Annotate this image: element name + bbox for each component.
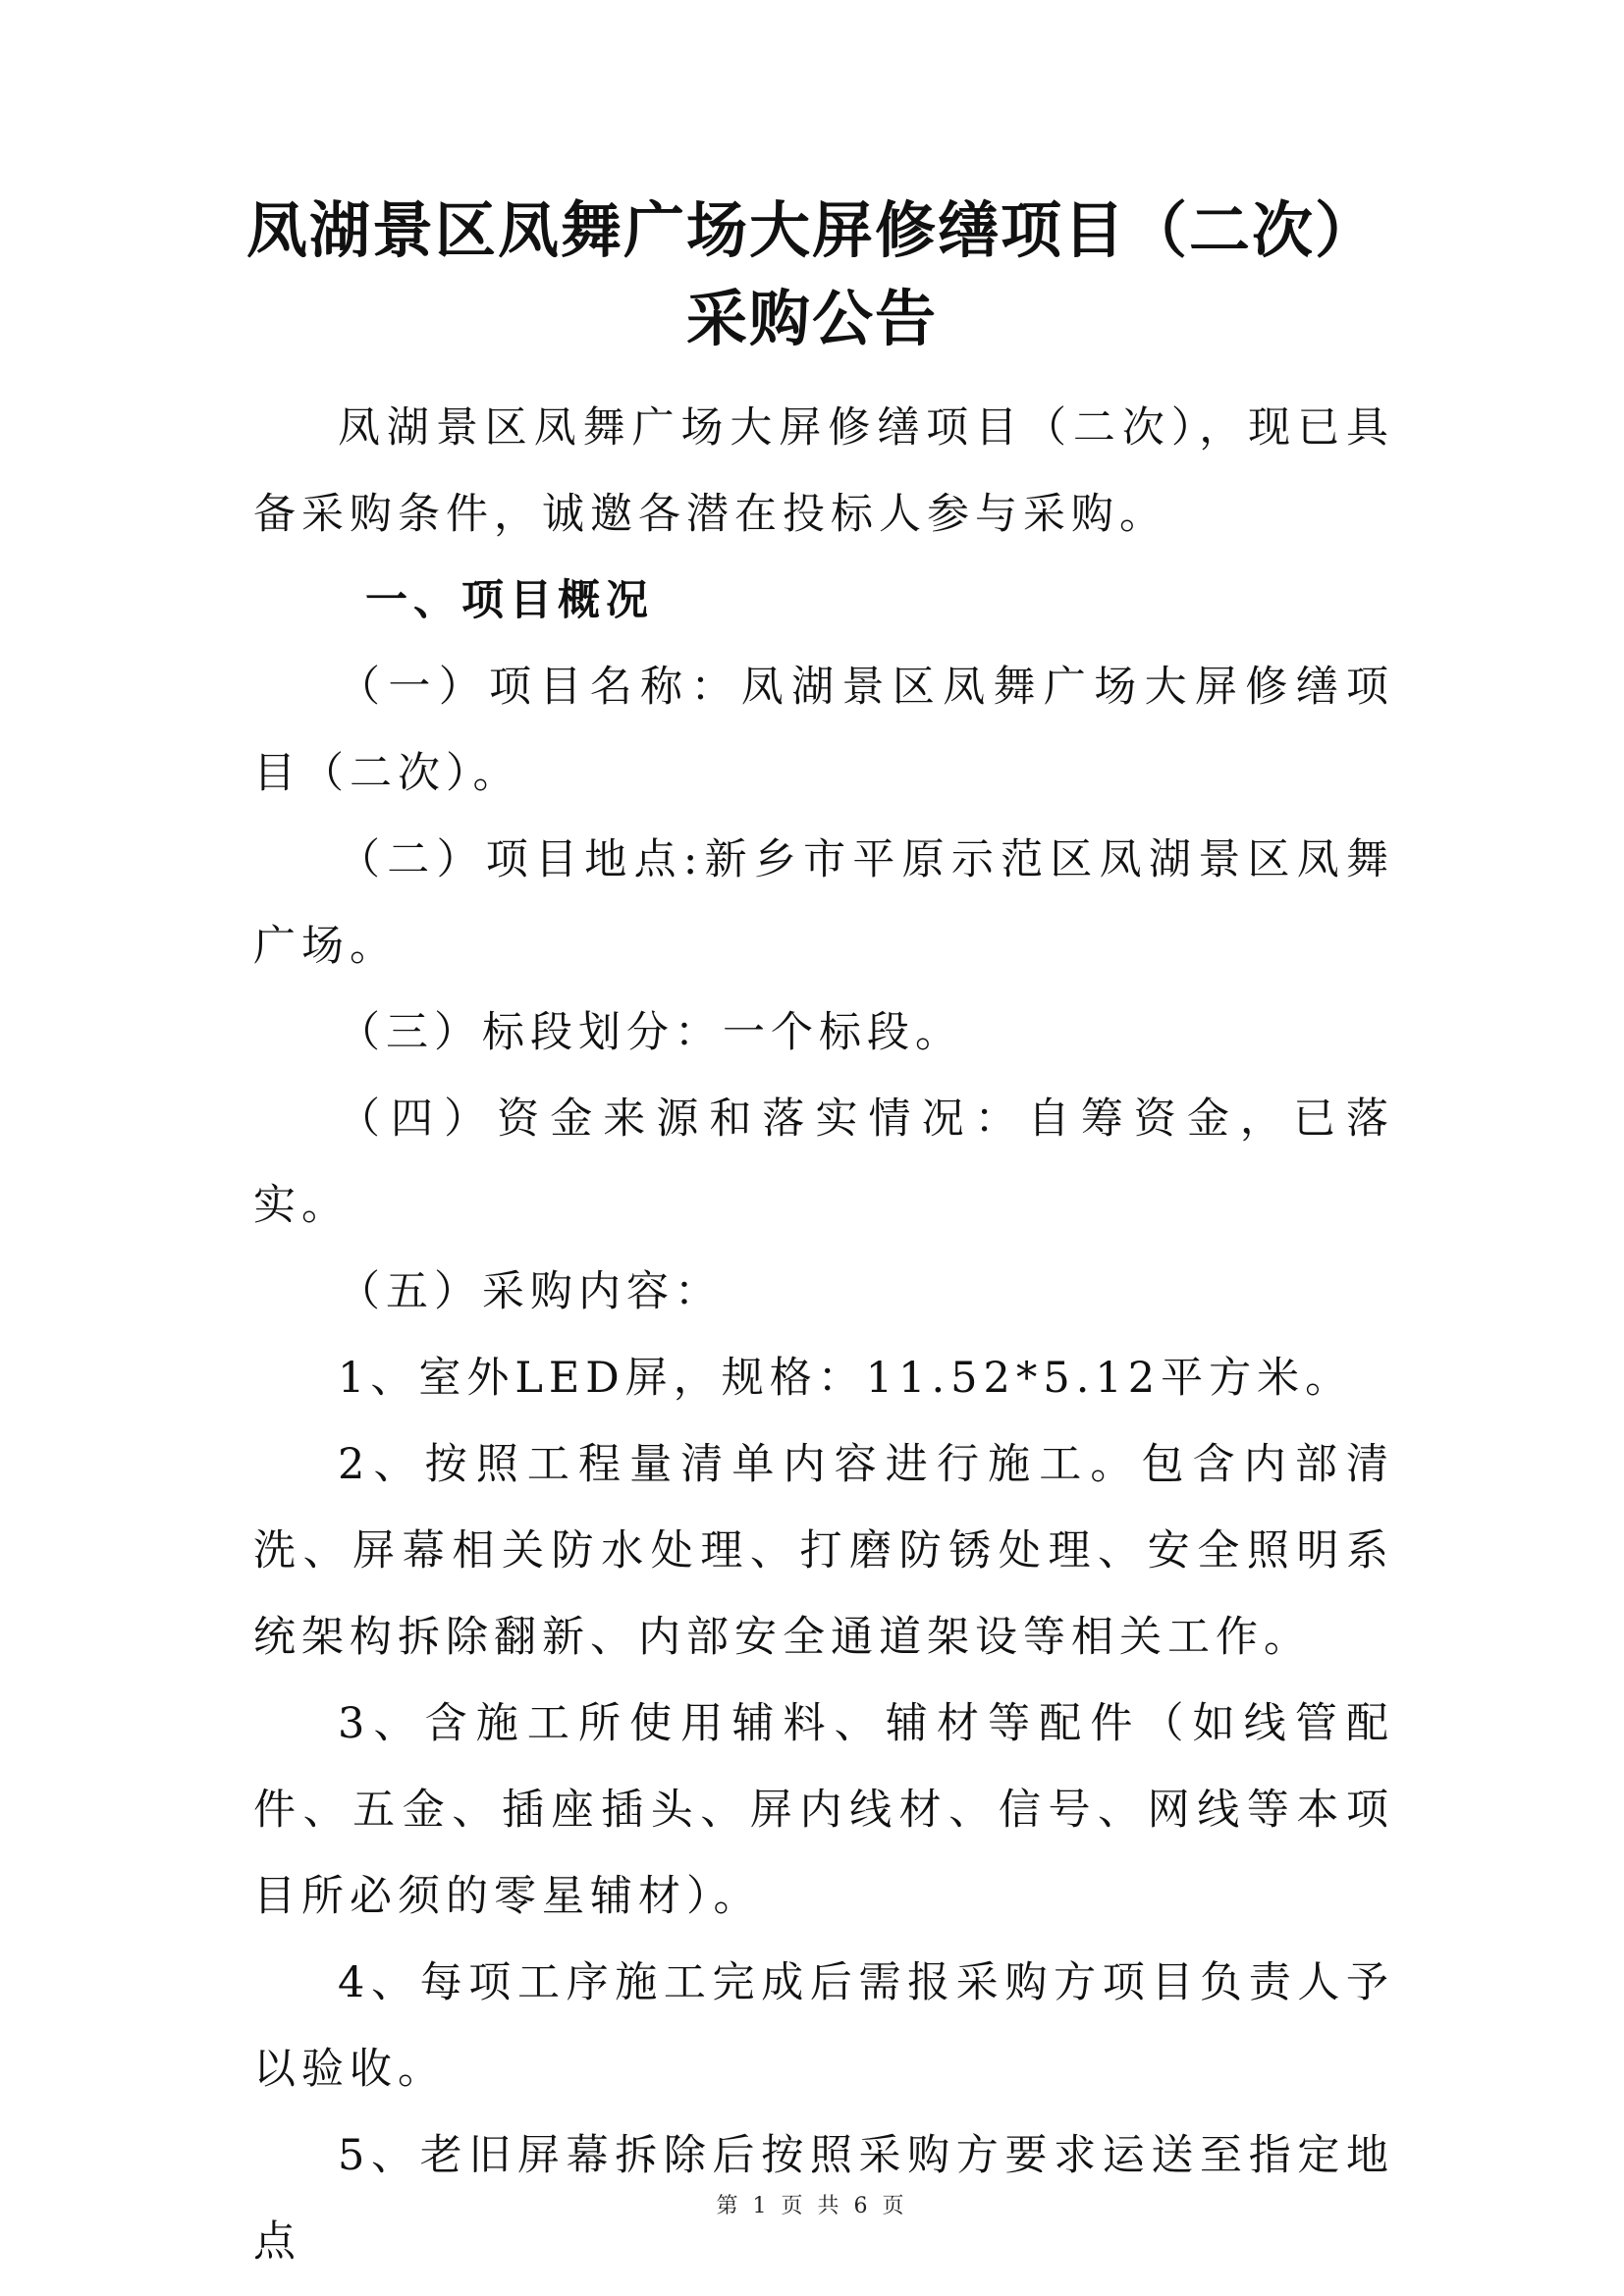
section-heading-project-overview: 一、项目概况 [365, 576, 654, 625]
document-body [253, 385, 1394, 2285]
list-item-3: 3、含施工所使用辅料、辅材等配件（如线管配件、五金、插座插头、屏内线材、信号、网线等本项目所必须的零星辅材）。 [253, 1699, 1394, 1921]
list-item-1: 1、室外LED屏，规格：11.52*5.12平方米。 [338, 1354, 1354, 1403]
paragraph-lot-division: （三）标段划分：一个标段。 [338, 1008, 963, 1057]
page-footer: 第 1 页 共 6 页 [716, 2194, 908, 2218]
list-item-2: 2、按照工程量清单内容进行施工。包含内部清洗、屏幕相关防水处理、打磨防锈处理、安全照明系统架构拆除翻新、内部安全通道架设等相关工作。 [253, 1440, 1394, 1662]
document-title-line-2: 采购公告 [685, 283, 938, 354]
title-block [196, 187, 1428, 363]
list-item-4: 4、每项工序施工完成后需报采购方项目负责人予以验收。 [253, 1958, 1394, 2094]
paragraph-procurement-content: （五）采购内容： [338, 1267, 723, 1316]
document-title-line-1: 凤湖景区凤舞广场大屏修缮项目（二次） [245, 194, 1378, 266]
intro-paragraph: 凤湖景区凤舞广场大屏修缮项目（二次），现已具备采购条件，诚邀各潜在投标人参与采购。 [253, 403, 1394, 539]
paragraph-project-location: （二）项目地点:新乡市平原示范区凤湖景区凤舞广场。 [253, 835, 1394, 971]
list-item-5: 5、老旧屏幕拆除后按照采购方要求运送至指定地点 [253, 2131, 1394, 2267]
paragraph-project-name: （一）项目名称：凤湖景区凤舞广场大屏修缮项目（二次）。 [253, 663, 1394, 798]
paragraph-funding-source: （四）资金来源和落实情况：自筹资金，已落实。 [253, 1095, 1394, 1230]
